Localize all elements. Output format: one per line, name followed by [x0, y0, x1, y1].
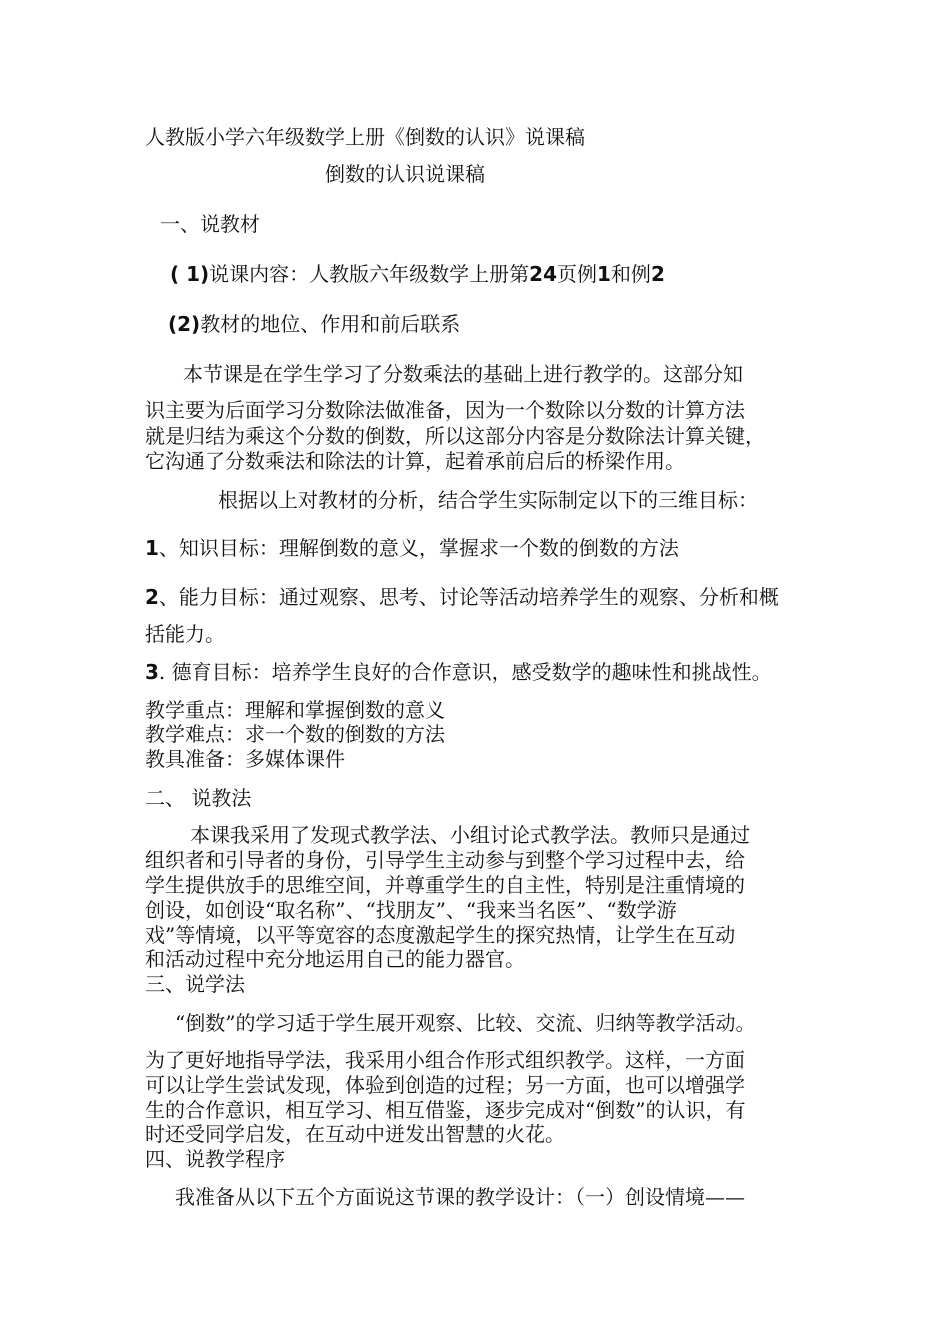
teaching-tools: 教具准备：多媒体课件 — [145, 747, 345, 771]
paragraph-line: 组织者和引导者的身份，引导学生主动参与到整个学习过程中去，给 — [145, 848, 745, 872]
goal-number: 3 — [145, 660, 159, 684]
goals-intro: 根据以上对教材的分析，结合学生实际制定以下的三维目标： — [218, 488, 758, 512]
paragraph-line: 它沟通了分数乘法和除法的计算，起着承前启后的桥梁作用。 — [145, 449, 685, 473]
paragraph-line: 生的合作意识，相互学习、相互借鉴，逐步完成对“倒数”的认识，有 — [145, 1098, 746, 1122]
example-number: 1 — [597, 262, 611, 286]
goal-ability — [145, 585, 779, 609]
paragraph-line: 就是归结为乘这个分数的倒数，所以这部分内容是分数除法计算关键， — [145, 424, 765, 448]
page-number: 24 — [529, 262, 558, 286]
item-text: 说课内容：人教版六年级数学上册第 — [209, 262, 530, 286]
item-text: 教材的地位、作用和前后联系 — [200, 312, 461, 336]
paragraph-line: “倒数”的学习适于学生展开观察、比较、交流、归纳等教学活动。 — [175, 1011, 756, 1035]
document-subtitle: 倒数的认识说课稿 — [325, 162, 485, 186]
textbook-role-item — [168, 312, 460, 336]
goal-text: 、知识目标：理解倒数的意义，掌握求一个数的倒数的方法 — [158, 536, 679, 560]
example-number: 2 — [650, 262, 665, 286]
paragraph-line: 时还受同学启发，在互动中迸发出智慧的火花。 — [145, 1122, 565, 1146]
goal-text: 、能力目标：通过观察、思考、讨论等活动培养学生的观察、分析和概 — [158, 585, 779, 609]
paragraph-line: 创设，如创设“取名称”、“找朋友”、“我来当名医”、“数学游 — [145, 898, 677, 922]
teaching-key-point: 教学重点：理解和掌握倒数的意义 — [145, 698, 445, 722]
section-heading-textbook: 一、说教材 — [160, 212, 260, 236]
section-heading-learning: 三、说学法 — [145, 972, 245, 996]
goal-text: . 德育目标：培养学生良好的合作意识，感受数学的趣味性和挑战性。 — [158, 660, 772, 684]
lesson-content-item — [170, 262, 665, 286]
paragraph-line: 本课我采用了发现式教学法、小组讨论式教学法。教师只是通过 — [190, 823, 750, 847]
goal-number: 2 — [145, 585, 159, 609]
document-title: 人教版小学六年级数学上册《倒数的认识》说课稿 — [145, 125, 585, 149]
goal-number: 1 — [145, 536, 159, 560]
item-text: 页例 — [557, 262, 598, 286]
item-number: (2) — [168, 312, 201, 336]
paragraph-line: 识主要为后面学习分数除法做准备，因为一个数除以分数的计算方法 — [145, 398, 745, 422]
paragraph-line: 本节课是在学生学习了分数乘法的基础上进行教学的。这部分知 — [183, 362, 743, 386]
item-text: 和例 — [610, 262, 651, 286]
goal-moral — [145, 660, 772, 684]
paragraph-line: 我准备从以下五个方面说这节课的教学设计：（一）创设情境—— — [175, 1185, 745, 1209]
goal-knowledge — [145, 536, 679, 560]
teaching-difficulty: 教学难点：求一个数的倒数的方法 — [145, 722, 445, 746]
paragraph-line: 戏”等情境，以平等宽容的态度激起学生的探究热情，让学生在互动 — [145, 923, 736, 947]
paragraph-line: 和活动过程中充分地运用自己的能力器官。 — [145, 947, 525, 971]
section-heading-method: 二、 说教法 — [145, 786, 252, 810]
goal-ability-continued: 括能力。 — [145, 622, 225, 646]
item-number: ( 1) — [170, 262, 210, 286]
paragraph-line: 可以让学生尝试发现，体验到创造的过程；另一方面，也可以增强学 — [145, 1073, 745, 1097]
paragraph-line: 学生提供放手的思维空间，并尊重学生的自主性，特别是注重情境的 — [145, 873, 745, 897]
paragraph-line: 为了更好地指导学法，我采用小组合作形式组织教学。这样，一方面 — [145, 1048, 745, 1072]
section-heading-procedure: 四、说教学程序 — [145, 1147, 285, 1171]
